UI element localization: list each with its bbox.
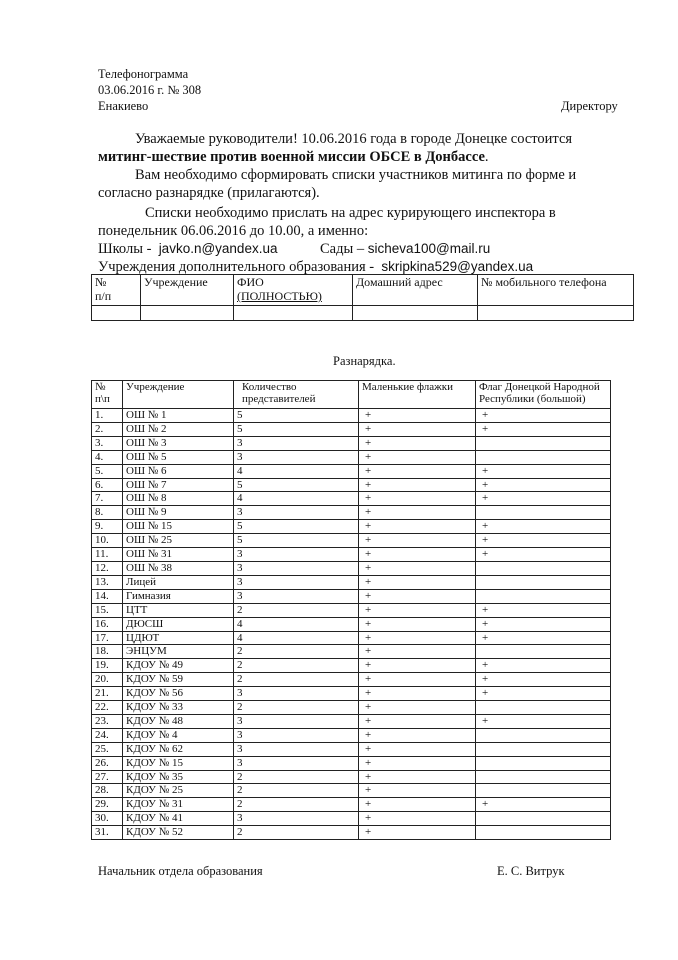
alloc-cell-dnr-flag: + <box>476 687 611 701</box>
alloc-cell-count: 3 <box>234 589 359 603</box>
allocation-row <box>92 798 611 812</box>
alloc-cell-dnr-flag: + <box>476 492 611 506</box>
body-line-5: Списки необходимо прислать на адрес курирующего инспектора в <box>145 205 556 221</box>
alloc-cell-count: 5 <box>234 409 359 423</box>
gardens-email-link[interactable]: sicheva100@mail.ru <box>367 241 491 256</box>
alloc-cell-number: 11. <box>92 548 123 562</box>
alloc-cell-small-flags: + <box>359 617 476 631</box>
alloc-cell-count: 3 <box>234 561 359 575</box>
allocation-row <box>92 422 611 436</box>
alloc-cell-dnr-flag <box>476 561 611 575</box>
alloc-cell-institution: ОШ № 15 <box>123 520 234 534</box>
form-col-number: № п/п <box>92 275 141 306</box>
alloc-cell-count: 2 <box>234 798 359 812</box>
alloc-cell-small-flags: + <box>359 826 476 840</box>
alloc-cell-small-flags: + <box>359 492 476 506</box>
alloc-cell-dnr-flag <box>476 701 611 715</box>
alloc-cell-dnr-flag <box>476 450 611 464</box>
alloc-cell-dnr-flag <box>476 784 611 798</box>
allocation-row <box>92 589 611 603</box>
alloc-cell-small-flags: + <box>359 645 476 659</box>
alloc-cell-institution: ОШ № 8 <box>123 492 234 506</box>
alloc-cell-small-flags: + <box>359 659 476 673</box>
alloc-cell-count: 3 <box>234 436 359 450</box>
allocation-row <box>92 673 611 687</box>
alloc-cell-small-flags: + <box>359 575 476 589</box>
alloc-cell-dnr-flag: + <box>476 520 611 534</box>
form-col-fio: ФИО (ПОЛНОСТЬЮ) <box>234 275 353 306</box>
alloc-cell-institution: КДОУ № 35 <box>123 770 234 784</box>
alloc-cell-dnr-flag: + <box>476 464 611 478</box>
alloc-cell-number: 8. <box>92 506 123 520</box>
alloc-cell-dnr-flag: + <box>476 798 611 812</box>
alloc-cell-count: 3 <box>234 742 359 756</box>
signature-position: Начальник отдела образования <box>98 864 263 878</box>
allocation-row <box>92 464 611 478</box>
alloc-cell-dnr-flag <box>476 756 611 770</box>
allocation-row <box>92 492 611 506</box>
alloc-cell-institution: Лицей <box>123 575 234 589</box>
alloc-cell-small-flags: + <box>359 603 476 617</box>
document-addressee: Директору <box>561 99 618 113</box>
alloc-cell-number: 6. <box>92 478 123 492</box>
alloc-cell-count: 5 <box>234 520 359 534</box>
schools-line <box>98 240 277 258</box>
alloc-cell-number: 5. <box>92 464 123 478</box>
alloc-cell-dnr-flag <box>476 812 611 826</box>
alloc-col-small-flags: Маленькие флажки <box>359 381 476 409</box>
alloc-cell-institution: КДОУ № 33 <box>123 701 234 715</box>
alloc-cell-dnr-flag <box>476 506 611 520</box>
allocation-row <box>92 603 611 617</box>
alloc-cell-number: 25. <box>92 742 123 756</box>
alloc-cell-small-flags: + <box>359 409 476 423</box>
alloc-cell-institution: Гимназия <box>123 589 234 603</box>
allocation-row <box>92 534 611 548</box>
form-table-header-row <box>92 275 634 306</box>
alloc-cell-institution: ОШ № 5 <box>123 450 234 464</box>
schools-email-link[interactable]: javko.n@yandex.ua <box>158 241 278 256</box>
alloc-cell-count: 3 <box>234 548 359 562</box>
alloc-cell-number: 3. <box>92 436 123 450</box>
allocation-row <box>92 548 611 562</box>
alloc-cell-dnr-flag: + <box>476 478 611 492</box>
body-line-2: митинг-шествие против военной миссии ОБСЕ в Донбассе. <box>98 149 489 165</box>
alloc-cell-count: 2 <box>234 645 359 659</box>
alloc-cell-institution: КДОУ № 25 <box>123 784 234 798</box>
alloc-cell-number: 22. <box>92 701 123 715</box>
alloc-cell-dnr-flag: + <box>476 548 611 562</box>
alloc-cell-dnr-flag: + <box>476 714 611 728</box>
alloc-cell-number: 17. <box>92 631 123 645</box>
alloc-cell-dnr-flag <box>476 770 611 784</box>
alloc-cell-number: 19. <box>92 659 123 673</box>
schools-label: Школы - <box>98 241 152 257</box>
allocation-row <box>92 826 611 840</box>
alloc-col-dnr-flag: Флаг Донецкой Народной Республики (большой) <box>476 381 611 409</box>
alloc-cell-number: 18. <box>92 645 123 659</box>
alloc-cell-institution: ЦДЮТ <box>123 631 234 645</box>
alloc-cell-count: 3 <box>234 728 359 742</box>
alloc-cell-number: 31. <box>92 826 123 840</box>
extra-label: Учреждения дополнительного образования - <box>98 259 375 275</box>
alloc-cell-institution: ЦТТ <box>123 603 234 617</box>
alloc-cell-dnr-flag <box>476 728 611 742</box>
signature-name: Е. С. Витрук <box>497 864 565 878</box>
allocation-row <box>92 575 611 589</box>
alloc-cell-institution: КДОУ № 15 <box>123 756 234 770</box>
alloc-cell-number: 21. <box>92 687 123 701</box>
alloc-cell-small-flags: + <box>359 450 476 464</box>
alloc-cell-institution: ОШ № 38 <box>123 561 234 575</box>
alloc-cell-number: 15. <box>92 603 123 617</box>
alloc-cell-number: 29. <box>92 798 123 812</box>
extra-email-link[interactable]: skripkina529@yandex.ua <box>381 259 534 274</box>
alloc-cell-count: 3 <box>234 575 359 589</box>
alloc-cell-dnr-flag: + <box>476 673 611 687</box>
alloc-cell-number: 2. <box>92 422 123 436</box>
alloc-cell-count: 2 <box>234 603 359 617</box>
alloc-cell-number: 7. <box>92 492 123 506</box>
allocation-row <box>92 409 611 423</box>
participants-form-table <box>91 274 634 321</box>
gardens-label: Сады – <box>320 241 365 257</box>
body-line-3: Вам необходимо сформировать списки участников митинга по форме и <box>135 167 577 183</box>
allocation-row <box>92 659 611 673</box>
alloc-cell-dnr-flag <box>476 826 611 840</box>
alloc-cell-count: 4 <box>234 492 359 506</box>
alloc-cell-count: 2 <box>234 673 359 687</box>
alloc-cell-count: 3 <box>234 506 359 520</box>
alloc-cell-institution: КДОУ № 41 <box>123 812 234 826</box>
alloc-cell-institution: КДОУ № 31 <box>123 798 234 812</box>
alloc-cell-small-flags: + <box>359 422 476 436</box>
alloc-cell-small-flags: + <box>359 464 476 478</box>
allocation-row <box>92 478 611 492</box>
alloc-cell-institution: КДОУ № 62 <box>123 742 234 756</box>
form-col-phone: № мобильного телефона <box>478 275 634 306</box>
alloc-cell-small-flags: + <box>359 534 476 548</box>
alloc-cell-count: 3 <box>234 450 359 464</box>
alloc-cell-number: 9. <box>92 520 123 534</box>
alloc-cell-institution: ОШ № 3 <box>123 436 234 450</box>
alloc-cell-institution: ОШ № 7 <box>123 478 234 492</box>
alloc-cell-dnr-flag <box>476 645 611 659</box>
gardens-line <box>320 240 490 258</box>
alloc-cell-institution: ОШ № 31 <box>123 548 234 562</box>
allocation-title: Разнарядка. <box>333 354 396 368</box>
alloc-cell-small-flags: + <box>359 770 476 784</box>
alloc-cell-institution: ОШ № 25 <box>123 534 234 548</box>
alloc-cell-dnr-flag: + <box>476 631 611 645</box>
allocation-row <box>92 520 611 534</box>
alloc-cell-count: 5 <box>234 534 359 548</box>
document-city: Енакиево <box>98 99 149 113</box>
alloc-cell-count: 4 <box>234 464 359 478</box>
body-bold-phrase: митинг-шествие против военной миссии ОБСЕ в Донбассе <box>98 149 485 165</box>
alloc-cell-institution: ОШ № 2 <box>123 422 234 436</box>
document-date-number: 03.06.2016 г. № 308 <box>98 83 202 97</box>
alloc-cell-small-flags: + <box>359 687 476 701</box>
alloc-cell-count: 3 <box>234 687 359 701</box>
alloc-cell-institution: КДОУ № 59 <box>123 673 234 687</box>
allocation-row <box>92 631 611 645</box>
allocation-row <box>92 617 611 631</box>
alloc-cell-dnr-flag <box>476 742 611 756</box>
alloc-col-number: № п\п <box>92 381 123 409</box>
allocation-row <box>92 687 611 701</box>
alloc-cell-number: 16. <box>92 617 123 631</box>
alloc-cell-number: 28. <box>92 784 123 798</box>
allocation-row <box>92 812 611 826</box>
alloc-cell-count: 5 <box>234 422 359 436</box>
alloc-cell-small-flags: + <box>359 784 476 798</box>
alloc-cell-small-flags: + <box>359 589 476 603</box>
alloc-cell-count: 4 <box>234 631 359 645</box>
alloc-cell-count: 3 <box>234 756 359 770</box>
allocation-table <box>91 380 611 840</box>
alloc-cell-small-flags: + <box>359 520 476 534</box>
body-line-6: понедельник 06.06.2016 до 10.00, а именно: <box>98 223 369 239</box>
alloc-cell-number: 26. <box>92 756 123 770</box>
alloc-cell-number: 23. <box>92 714 123 728</box>
alloc-cell-institution: КДОУ № 49 <box>123 659 234 673</box>
alloc-cell-count: 2 <box>234 659 359 673</box>
alloc-cell-number: 10. <box>92 534 123 548</box>
form-col-address: Домашний адрес <box>353 275 478 306</box>
alloc-cell-institution: КДОУ № 4 <box>123 728 234 742</box>
alloc-cell-institution: КДОУ № 48 <box>123 714 234 728</box>
alloc-cell-institution: КДОУ № 52 <box>123 826 234 840</box>
alloc-cell-number: 13. <box>92 575 123 589</box>
allocation-row <box>92 701 611 715</box>
alloc-cell-small-flags: + <box>359 756 476 770</box>
alloc-cell-institution: ОШ № 6 <box>123 464 234 478</box>
allocation-row <box>92 450 611 464</box>
alloc-cell-institution: ЭНЦУМ <box>123 645 234 659</box>
alloc-cell-number: 1. <box>92 409 123 423</box>
alloc-cell-count: 3 <box>234 812 359 826</box>
alloc-cell-small-flags: + <box>359 701 476 715</box>
alloc-cell-number: 24. <box>92 728 123 742</box>
alloc-cell-small-flags: + <box>359 506 476 520</box>
form-col-institution: Учреждение <box>141 275 234 306</box>
alloc-cell-dnr-flag: + <box>476 617 611 631</box>
alloc-cell-number: 12. <box>92 561 123 575</box>
alloc-cell-number: 14. <box>92 589 123 603</box>
alloc-cell-dnr-flag: + <box>476 534 611 548</box>
alloc-cell-small-flags: + <box>359 798 476 812</box>
allocation-row <box>92 742 611 756</box>
alloc-cell-small-flags: + <box>359 436 476 450</box>
alloc-cell-small-flags: + <box>359 812 476 826</box>
alloc-cell-dnr-flag: + <box>476 422 611 436</box>
alloc-cell-small-flags: + <box>359 673 476 687</box>
alloc-col-count: Количество представителей <box>234 381 359 409</box>
alloc-cell-dnr-flag <box>476 589 611 603</box>
alloc-cell-institution: ОШ № 1 <box>123 409 234 423</box>
alloc-cell-count: 5 <box>234 478 359 492</box>
body-line-4: согласно разнарядке (прилагаются). <box>98 185 320 201</box>
form-table-empty-row <box>92 306 634 321</box>
alloc-cell-small-flags: + <box>359 728 476 742</box>
alloc-cell-small-flags: + <box>359 561 476 575</box>
allocation-row <box>92 561 611 575</box>
alloc-cell-dnr-flag: + <box>476 409 611 423</box>
alloc-cell-count: 2 <box>234 770 359 784</box>
document-type: Телефонограмма <box>98 67 189 81</box>
allocation-row <box>92 506 611 520</box>
alloc-cell-number: 20. <box>92 673 123 687</box>
alloc-cell-small-flags: + <box>359 631 476 645</box>
alloc-cell-institution: КДОУ № 56 <box>123 687 234 701</box>
alloc-cell-small-flags: + <box>359 478 476 492</box>
allocation-row <box>92 714 611 728</box>
body-line-1: Уважаемые руководители! 10.06.2016 года в городе Донецке состоится <box>135 131 573 147</box>
alloc-col-institution: Учреждение <box>123 381 234 409</box>
alloc-cell-count: 2 <box>234 784 359 798</box>
alloc-cell-number: 30. <box>92 812 123 826</box>
alloc-cell-dnr-flag <box>476 436 611 450</box>
allocation-header-row <box>92 381 611 409</box>
allocation-row <box>92 770 611 784</box>
alloc-cell-count: 3 <box>234 714 359 728</box>
alloc-cell-dnr-flag <box>476 575 611 589</box>
allocation-row <box>92 436 611 450</box>
alloc-cell-number: 27. <box>92 770 123 784</box>
allocation-row <box>92 756 611 770</box>
alloc-cell-small-flags: + <box>359 548 476 562</box>
alloc-cell-institution: ОШ № 9 <box>123 506 234 520</box>
alloc-cell-count: 2 <box>234 826 359 840</box>
alloc-cell-dnr-flag: + <box>476 603 611 617</box>
allocation-row <box>92 645 611 659</box>
alloc-cell-count: 4 <box>234 617 359 631</box>
alloc-cell-institution: ДЮСШ <box>123 617 234 631</box>
alloc-cell-count: 2 <box>234 701 359 715</box>
alloc-cell-number: 4. <box>92 450 123 464</box>
allocation-row <box>92 784 611 798</box>
allocation-row <box>92 728 611 742</box>
alloc-cell-dnr-flag: + <box>476 659 611 673</box>
alloc-cell-small-flags: + <box>359 714 476 728</box>
alloc-cell-small-flags: + <box>359 742 476 756</box>
